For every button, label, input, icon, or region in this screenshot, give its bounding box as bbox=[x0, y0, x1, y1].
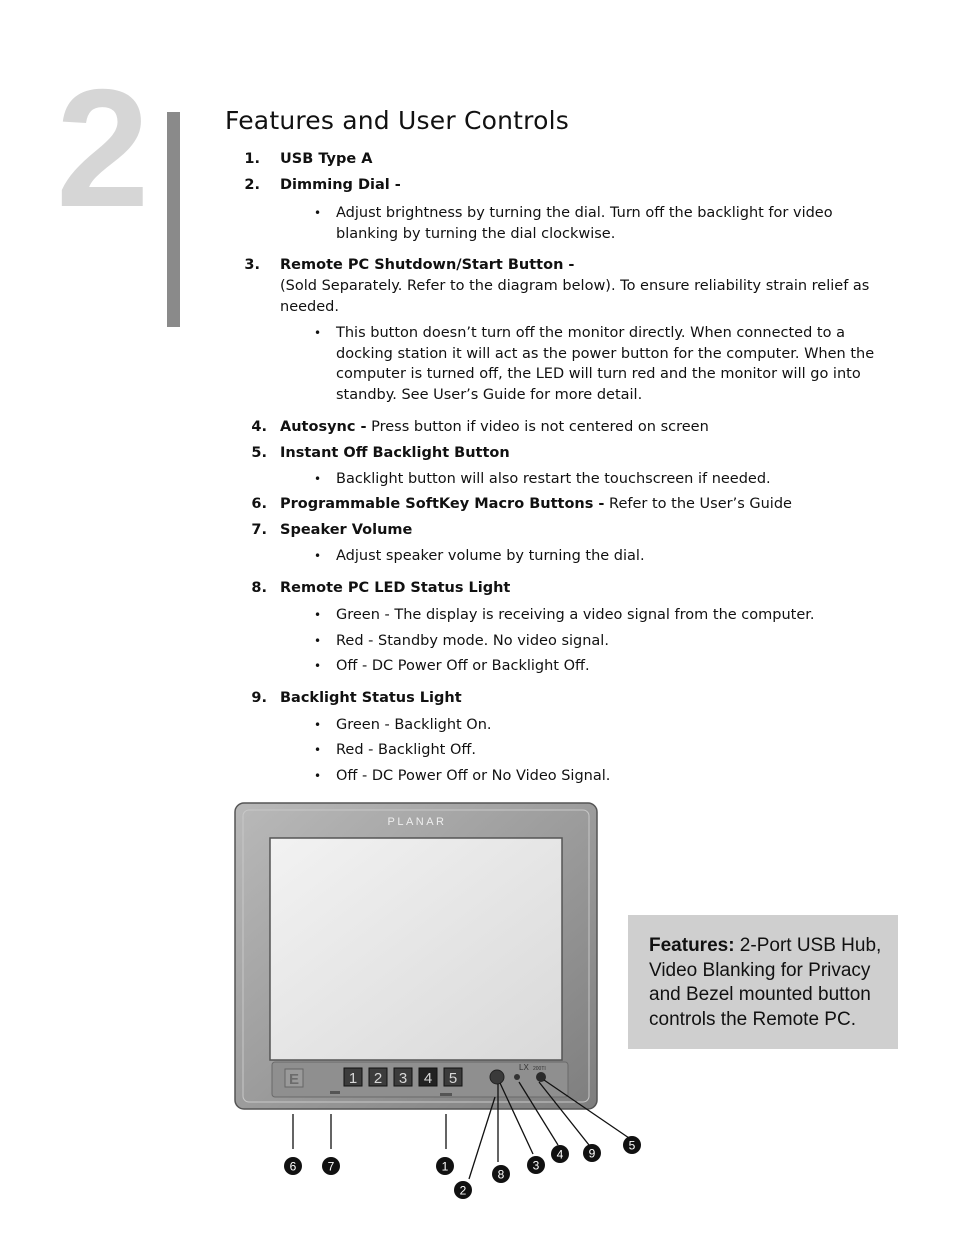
callout-number: 9 bbox=[588, 1146, 596, 1161]
item-number: 9. bbox=[251, 690, 267, 706]
item-title: Dimming Dial - bbox=[280, 177, 401, 193]
item-heading bbox=[280, 688, 462, 709]
item-number: 8. bbox=[251, 580, 267, 596]
item-number: 3. bbox=[244, 257, 260, 273]
item-title: Speaker Volume bbox=[280, 522, 413, 538]
item-number: 5. bbox=[251, 445, 267, 461]
item-title: Backlight Status Light bbox=[280, 690, 462, 706]
item-heading bbox=[280, 255, 574, 276]
callout-number: 6 bbox=[289, 1159, 297, 1174]
callout-number: 8 bbox=[497, 1167, 505, 1182]
brand-logo: PLANAR bbox=[387, 816, 447, 828]
item-title: Remote PC Shutdown/Start Button - bbox=[280, 257, 575, 273]
monitor-screen bbox=[270, 838, 562, 1060]
bullet-item: • Red - Standby mode. No video signal. bbox=[336, 631, 906, 652]
monitor-diagram bbox=[220, 795, 660, 1215]
item-heading bbox=[280, 578, 510, 599]
callout-number: 4 bbox=[556, 1147, 564, 1162]
bullet-item: • Off - DC Power Off or No Video Signal. bbox=[336, 766, 906, 787]
bullet-item: • This button doesn’t turn off the monitor directly. When connected to a docking station it will act as the power button for the computer. When the computer is turned off, the LED will turn red and the monitor will go into standby. See User’s Guide for more detail. bbox=[336, 323, 906, 405]
item-heading bbox=[280, 520, 412, 541]
features-text bbox=[649, 934, 889, 1032]
callout-number: 5 bbox=[628, 1138, 636, 1153]
item-heading bbox=[280, 175, 401, 196]
item-text: Refer to the User’s Guide bbox=[604, 496, 792, 512]
item-heading bbox=[280, 149, 372, 170]
item-number: 1. bbox=[244, 151, 260, 167]
softkey-label: 4 bbox=[423, 1070, 433, 1087]
softkey-label: 5 bbox=[448, 1070, 458, 1087]
item-title: Autosync - bbox=[280, 419, 367, 435]
item-number: 2. bbox=[244, 177, 260, 193]
item-heading bbox=[280, 417, 709, 438]
item-title: USB Type A bbox=[280, 151, 373, 167]
callout-number: 1 bbox=[441, 1159, 449, 1174]
bullet-item: • Backlight button will also restart the touchscreen if needed. bbox=[336, 469, 906, 490]
model-sub-label: 200TI bbox=[533, 1066, 546, 1072]
softkey-e-label: E bbox=[288, 1071, 300, 1088]
features-callout bbox=[628, 915, 898, 1049]
item-description: (Sold Separately. Refer to the diagram below). To ensure reliability strain relief as needed. bbox=[280, 278, 870, 315]
remote-pc-led bbox=[514, 1074, 520, 1080]
chapter-number: 2 bbox=[56, 54, 150, 242]
chapter-divider-bar bbox=[167, 112, 180, 327]
speaker-slot bbox=[330, 1091, 340, 1094]
item-number: 6. bbox=[251, 496, 267, 512]
softkey-label: 2 bbox=[373, 1070, 383, 1087]
item-text: Press button if video is not centered on screen bbox=[366, 419, 709, 435]
bullet-item: • Adjust speaker volume by turning the dial. bbox=[336, 546, 906, 567]
bullet-item: • Adjust brightness by turning the dial. Turn off the backlight for video blanking by turning the dial clockwise. bbox=[336, 203, 846, 244]
item-title: Programmable SoftKey Macro Buttons - bbox=[280, 496, 605, 512]
callout-number: 2 bbox=[459, 1183, 467, 1198]
page-title: Features and User Controls bbox=[225, 106, 569, 135]
features-description: 2-Port USB Hub, Video Blanking for Privacy and Bezel mounted button controls the Remote PC. bbox=[649, 935, 882, 1030]
callout-markers bbox=[284, 1136, 641, 1199]
item-heading bbox=[280, 443, 510, 464]
bullet-item: • Green - The display is receiving a video signal from the computer. bbox=[336, 605, 906, 626]
softkey-buttons bbox=[344, 1068, 462, 1087]
model-label: LX bbox=[519, 1063, 529, 1072]
callout-number: 3 bbox=[532, 1158, 540, 1173]
item-number: 7. bbox=[251, 522, 267, 538]
item-heading bbox=[280, 494, 792, 515]
usb-port bbox=[440, 1093, 452, 1096]
softkey-label: 1 bbox=[348, 1070, 358, 1087]
features-label: Features: bbox=[649, 935, 735, 956]
bullet-item: • Red - Backlight Off. bbox=[336, 740, 906, 761]
bullet-item: • Off - DC Power Off or Backlight Off. bbox=[336, 656, 906, 677]
item-number: 4. bbox=[251, 419, 267, 435]
callout-number: 7 bbox=[327, 1159, 335, 1174]
item-title: Instant Off Backlight Button bbox=[280, 445, 510, 461]
item-title: Remote PC LED Status Light bbox=[280, 580, 511, 596]
softkey-label: 3 bbox=[398, 1070, 408, 1087]
dimming-dial bbox=[490, 1070, 504, 1084]
bullet-item: • Green - Backlight On. bbox=[336, 715, 906, 736]
